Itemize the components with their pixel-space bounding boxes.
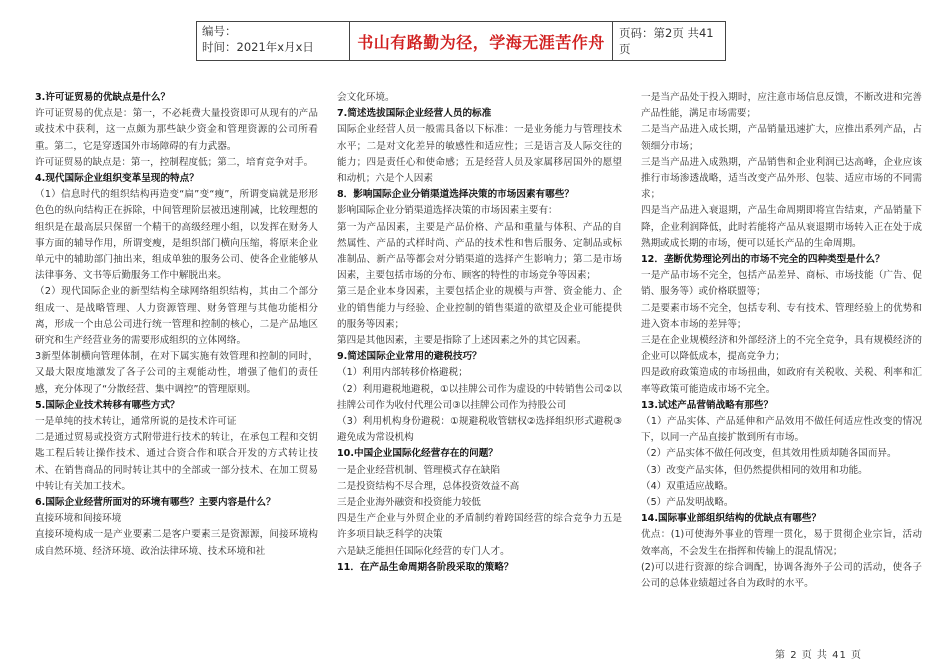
paragraph: 影响国际企业分销渠道选择决策的市场因素主要有：	[337, 205, 558, 217]
paragraph: 第三是企业本身因素，主要包括企业的规模与声誉、资金能力、企业的销售能力与经验、企业控制的销售渠道的欲望及企业可能提供的服务等因素；	[337, 286, 622, 330]
section-heading: 11．在产品生命周期各阶段采取的策略？	[337, 561, 514, 573]
paragraph: 三是在企业规模经济和外部经济上的不完全竞争，具有规模经济的企业可以降低成本，提高竞争力；	[641, 335, 922, 363]
paragraph: 六是缺乏能担任国际化经营的专门人才。	[337, 545, 510, 557]
paragraph: 直接环境构成一是产业要素二是客户要素三是资源源，间接环境构成自然环境、经济环境、政治法律环境、技术环境和社	[35, 529, 318, 557]
page-header	[196, 21, 726, 61]
page-footer: 第 2 页 共 41 页	[775, 650, 862, 661]
section-heading: 5.国际企业技术转移有哪些方式？	[35, 399, 180, 411]
header-motto: 书山有路勤为径，学海无涯苦作舟	[350, 22, 613, 60]
paragraph: 会文化环境。	[337, 92, 395, 103]
text-column-left	[35, 90, 318, 560]
paragraph: 优点：(1)可使海外事业的管理一贯化，易于贯彻企业宗旨，活动效率高，不会发生在指挥和传输上的混乱情况；	[641, 529, 922, 557]
paragraph: 直接环境和间接环境	[35, 513, 122, 525]
paragraph: 四是政府政策造成的市场扭曲，如政府有关税收、关税、利率和汇率等政策可能造成市场不完全。	[641, 367, 922, 395]
section-heading: 9.简述国际企业常用的避税技巧？	[337, 351, 482, 363]
paragraph: 许可证贸易的缺点是：第一，控制程度低；第二，培育竞争对手。	[35, 156, 314, 168]
paragraph: 第四是其他因素，主要是指除了上述因素之外的其它因素。	[337, 335, 587, 347]
paragraph: （5）产品发明战略。	[641, 497, 734, 509]
paragraph: 3新型体制横向管理体制，在对下属实施有效管理和控制的同时，又最大限度地激发了各子公司的主观能动性，增强了他们的责任感，充分体现了“分散经营、集中调控”的管理原则。	[35, 351, 318, 395]
paragraph: 国际企业经营人员一般需具备以下标准：一是业务能力与管理技术水平；二是对文化差异的敏感性和适应性；三是语言及人际交往的能力；四是责任心和使命感；五是经营人员及家属移居国外的愿望和动机；六是个人因素	[337, 124, 622, 185]
paragraph: 二是通过贸易或投资方式附带进行技术的转让，在承包工程和交钥匙工程后转让操作技术、通过合资合作和联合开发的方式转让技术、在销售商品的同时转让其中的全部或一部分技术、在加工贸易中转让有关加工技术。	[35, 432, 318, 492]
paragraph: (2)可以进行资源的综合调配，协调各海外子公司的活动，使各子公司的总体业绩超过各自为政时的水平。	[641, 561, 922, 590]
header-meta	[197, 22, 350, 60]
paragraph: 二是当产品进入成长期，产品销量迅速扩大，应推出系列产品，占领细分市场；	[641, 124, 922, 152]
paragraph: （1）信息时代的组织结构再造变“扁”变“瘦”，所谓变扁就是形形色色的纵向结构正在拆除，中间管理阶层被迅速削减，比较理想的组织是在最高层只保留一个精干的高级经理小组，以发挥在财务人事方面的辅导作用，所谓变瘦，是组织部门横向压缩，将原来企业单元中的辅助部门抽出来，组成单独的服务公司、使各企业能够从法律事务、文书等后勤服务工作中解脱出来。	[35, 189, 318, 282]
number-label: 编号：	[202, 24, 237, 38]
section-heading: 12．垄断优势理论列出的市场不完全的四种类型是什么？	[641, 254, 885, 266]
paragraph: 第一为产品因素，主要是产品价格、产品和重量与体积、产品的自然属性、产品的式样时尚、产品的技术性和售后服务、定制品或标准制品、新产品等都会对分销渠道的选择产生影响力；第二是市场因素，主要包括市场的分布、顾客的特性的市场竞争等因素；	[337, 221, 622, 282]
paragraph: 三是企业海外融资和投资能力较低	[337, 497, 481, 509]
paragraph: 一是单纯的技术转让，通常所说的是技术许可证	[35, 416, 237, 428]
paragraph: 三是当产品进入成熟期，产品销售和企业利润已达高峰，企业应该推行市场渗透战略，适当改变产品外形、包装、适应市场的不同需求；	[641, 156, 922, 201]
text-column-right	[641, 90, 922, 592]
section-heading: 3.许可证贸易的优缺点是什么？	[35, 92, 171, 103]
paragraph: 一是企业经营机制、管理模式存在缺陷	[337, 464, 501, 476]
paragraph: （3）改变产品实体，但仍然提供相同的效用和功能。	[641, 464, 868, 476]
text-column-middle	[337, 90, 622, 576]
time-label: 时间：2021年x月x日	[202, 40, 314, 54]
paragraph: 四是生产企业与外贸企业的矛盾制约着跨国经营的综合竞争力五是许多项目缺乏科学的决策	[337, 513, 622, 541]
paragraph: 许可证贸易的优点是：第一，不必耗费大量投资即可从现有的产品或技术中获利，这一点颇为那些缺少资金和管理资源的公司所看重。第二，它是穿透国外市场障碍的有力武器。	[35, 108, 318, 152]
paragraph: （2）产品实体不做任何改变，但其效用性质却随各国而异。	[641, 448, 897, 460]
paragraph: （2）利用避税地避税，①以挂牌公司作为虚设的中转销售公司②以挂牌公司作为收付代理公司③以挂牌公司作为持股公司	[337, 383, 622, 411]
paragraph: （3）利用机构身份避税：①规避税收管辖权②选择组织形式避税③避免成为常设机构	[337, 416, 622, 444]
paragraph: （2）现代国际企业的新型结构全球网络组织结构，其由二个部分组成一、是战略管理、人力资源管理、财务管理与其他功能相分离，形成一个由总公司进行统一管理和控制的核心，二是产品地区研究和生产经营业务的需要形成组织的立体网络。	[35, 286, 318, 347]
section-heading: 6.国际企业经营所面对的环境有哪些？主要内容是什么？	[35, 497, 276, 509]
paragraph: 一是产品市场不完全，包括产品差异、商标、市场技能（广告、促销、服务等）或价格联盟等；	[641, 270, 922, 298]
paragraph: 一是当产品处于投入期时，应注意市场信息反馈，不断改进和完善产品性能，满足市场需要；	[641, 92, 922, 120]
header-page-label: 页码：第2页 共41页	[619, 26, 714, 56]
section-heading: 8．影响国际企业分销渠道选择决策的市场因素有哪些？	[337, 189, 574, 201]
paragraph: 二是要素市场不完全，包括专利、专有技术、管理经验上的优势和进入资本市场的差异等；	[641, 302, 922, 330]
paragraph: 二是投资结构不尽合理，总体投资效益不高	[337, 480, 520, 492]
paragraph: 四是当产品进入衰退期，产品生命周期即将宣告结束，产品销量下降，企业利润降低，此时若能将产品从衰退期市场转入正在处于成熟期或成长期的市场，便可以延长产品的生命周期。	[641, 205, 922, 249]
section-heading: 4.现代国际企业组织变革呈现的特点？	[35, 173, 199, 185]
paragraph: （4）双重适应战略。	[641, 480, 734, 492]
section-heading: 7.简述选拔国际企业经营人员的标准	[337, 108, 492, 120]
section-heading: 13.试述产品营销战略有那些？	[641, 399, 774, 411]
section-heading: 10.中国企业国际化经营存在的问题？	[337, 448, 498, 460]
section-heading: 14.国际事业部组织结构的优缺点有哪些？	[641, 513, 822, 525]
paragraph: （1）利用内部转移价格避税；	[337, 367, 468, 379]
paragraph: （1）产品实体、产品延伸和产品效用不做任何适应性改变的情况下，以同一产品直接扩散到所有市场。	[641, 416, 922, 444]
